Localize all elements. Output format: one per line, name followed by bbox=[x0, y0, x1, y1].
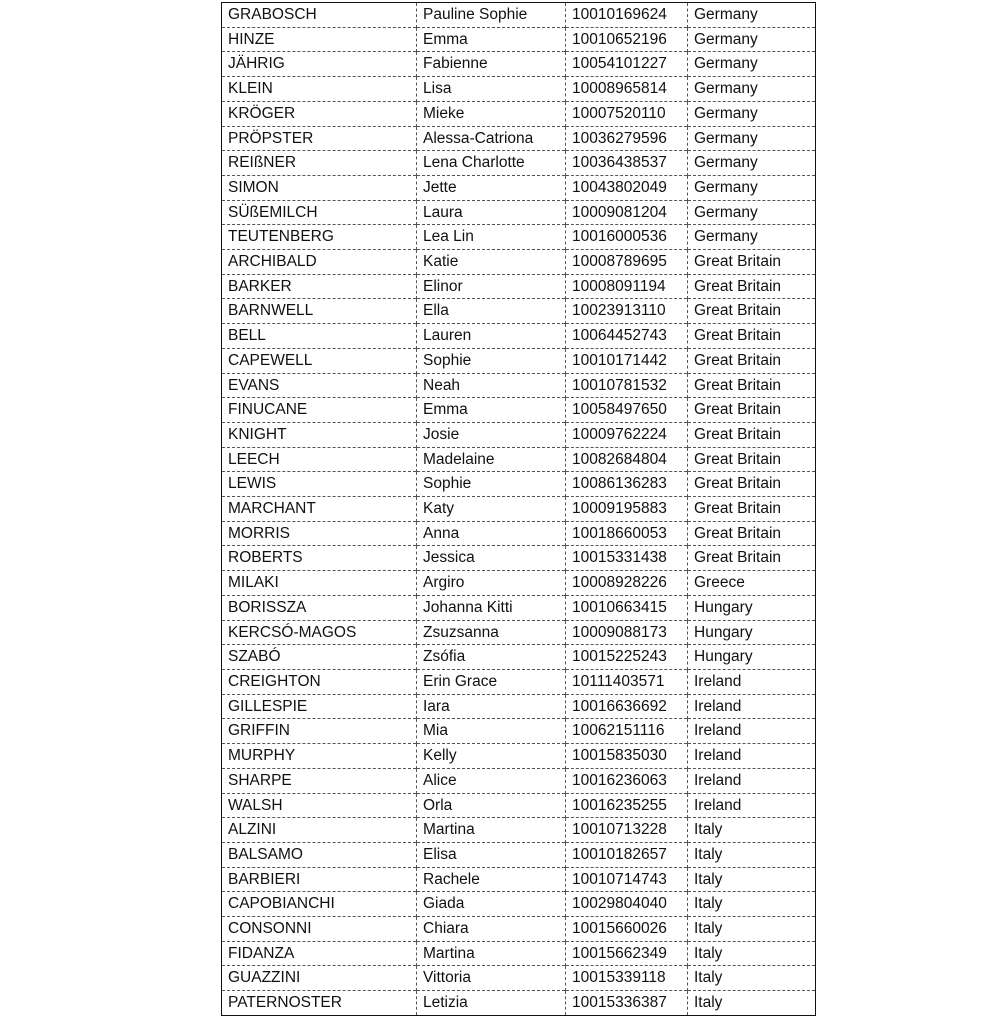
nation-cell: Greece bbox=[688, 571, 816, 596]
first-name-cell: Madelaine bbox=[417, 447, 566, 472]
last-name-cell: FINUCANE bbox=[222, 398, 417, 423]
nation-cell: Italy bbox=[688, 991, 816, 1016]
table-row bbox=[222, 126, 816, 151]
uci-id-cell: 10009762224 bbox=[566, 422, 688, 447]
nation-cell: Great Britain bbox=[688, 422, 816, 447]
uci-id-cell: 10007520110 bbox=[566, 101, 688, 126]
uci-id-cell: 10009081204 bbox=[566, 200, 688, 225]
table-row bbox=[222, 669, 816, 694]
last-name-cell: BALSAMO bbox=[222, 842, 417, 867]
uci-id-cell: 10010171442 bbox=[566, 348, 688, 373]
last-name-cell: SHARPE bbox=[222, 768, 417, 793]
nation-cell: Germany bbox=[688, 126, 816, 151]
table-row bbox=[222, 917, 816, 942]
table-row bbox=[222, 422, 816, 447]
first-name-cell: Erin Grace bbox=[417, 669, 566, 694]
table-row bbox=[222, 521, 816, 546]
last-name-cell: TEUTENBERG bbox=[222, 225, 417, 250]
uci-id-cell: 10016236063 bbox=[566, 768, 688, 793]
uci-id-cell: 10010182657 bbox=[566, 842, 688, 867]
first-name-cell: Laura bbox=[417, 200, 566, 225]
rider-table-body bbox=[222, 3, 816, 1016]
nation-cell: Germany bbox=[688, 225, 816, 250]
uci-id-cell: 10015331438 bbox=[566, 546, 688, 571]
first-name-cell: Neah bbox=[417, 373, 566, 398]
table-row bbox=[222, 595, 816, 620]
first-name-cell: Chiara bbox=[417, 917, 566, 942]
nation-cell: Ireland bbox=[688, 669, 816, 694]
first-name-cell: Mieke bbox=[417, 101, 566, 126]
nation-cell: Germany bbox=[688, 27, 816, 52]
last-name-cell: GUAZZINI bbox=[222, 966, 417, 991]
table-row bbox=[222, 867, 816, 892]
table-row bbox=[222, 768, 816, 793]
last-name-cell: MORRIS bbox=[222, 521, 417, 546]
table-row bbox=[222, 941, 816, 966]
table-row bbox=[222, 497, 816, 522]
first-name-cell: Martina bbox=[417, 818, 566, 843]
table-row bbox=[222, 571, 816, 596]
table-row bbox=[222, 620, 816, 645]
nation-cell: Germany bbox=[688, 175, 816, 200]
first-name-cell: Martina bbox=[417, 941, 566, 966]
nation-cell: Great Britain bbox=[688, 373, 816, 398]
first-name-cell: Alessa-Catriona bbox=[417, 126, 566, 151]
nation-cell: Germany bbox=[688, 101, 816, 126]
uci-id-cell: 10010714743 bbox=[566, 867, 688, 892]
nation-cell: Ireland bbox=[688, 719, 816, 744]
first-name-cell: Letizia bbox=[417, 991, 566, 1016]
nation-cell: Hungary bbox=[688, 595, 816, 620]
uci-id-cell: 10015336387 bbox=[566, 991, 688, 1016]
first-name-cell: Jette bbox=[417, 175, 566, 200]
table-row bbox=[222, 175, 816, 200]
last-name-cell: KNIGHT bbox=[222, 422, 417, 447]
table-row bbox=[222, 892, 816, 917]
rider-table bbox=[221, 2, 816, 1016]
last-name-cell: GRIFFIN bbox=[222, 719, 417, 744]
first-name-cell: Elinor bbox=[417, 274, 566, 299]
first-name-cell: Alice bbox=[417, 768, 566, 793]
uci-id-cell: 10008928226 bbox=[566, 571, 688, 596]
uci-id-cell: 10062151116 bbox=[566, 719, 688, 744]
nation-cell: Germany bbox=[688, 3, 816, 28]
uci-id-cell: 10023913110 bbox=[566, 299, 688, 324]
nation-cell: Great Britain bbox=[688, 348, 816, 373]
uci-id-cell: 10016235255 bbox=[566, 793, 688, 818]
table-row bbox=[222, 225, 816, 250]
nation-cell: Great Britain bbox=[688, 324, 816, 349]
uci-id-cell: 10054101227 bbox=[566, 52, 688, 77]
nation-cell: Great Britain bbox=[688, 250, 816, 275]
first-name-cell: Pauline Sophie bbox=[417, 3, 566, 28]
first-name-cell: Emma bbox=[417, 27, 566, 52]
table-row bbox=[222, 101, 816, 126]
table-row bbox=[222, 373, 816, 398]
first-name-cell: Argiro bbox=[417, 571, 566, 596]
nation-cell: Great Britain bbox=[688, 398, 816, 423]
table-row bbox=[222, 719, 816, 744]
last-name-cell: SIMON bbox=[222, 175, 417, 200]
last-name-cell: LEWIS bbox=[222, 472, 417, 497]
nation-cell: Ireland bbox=[688, 768, 816, 793]
last-name-cell: REIßNER bbox=[222, 151, 417, 176]
uci-id-cell: 10016000536 bbox=[566, 225, 688, 250]
table-row bbox=[222, 694, 816, 719]
nation-cell: Germany bbox=[688, 52, 816, 77]
first-name-cell: Fabienne bbox=[417, 52, 566, 77]
table-row bbox=[222, 472, 816, 497]
nation-cell: Great Britain bbox=[688, 274, 816, 299]
table-row bbox=[222, 991, 816, 1016]
last-name-cell: JÄHRIG bbox=[222, 52, 417, 77]
nation-cell: Ireland bbox=[688, 793, 816, 818]
table-row bbox=[222, 77, 816, 102]
first-name-cell: Lauren bbox=[417, 324, 566, 349]
table-row bbox=[222, 793, 816, 818]
uci-id-cell: 10036438537 bbox=[566, 151, 688, 176]
last-name-cell: ALZINI bbox=[222, 818, 417, 843]
last-name-cell: SÜßEMILCH bbox=[222, 200, 417, 225]
table-row bbox=[222, 546, 816, 571]
nation-cell: Hungary bbox=[688, 645, 816, 670]
first-name-cell: Zsuzsanna bbox=[417, 620, 566, 645]
last-name-cell: FIDANZA bbox=[222, 941, 417, 966]
first-name-cell: Emma bbox=[417, 398, 566, 423]
last-name-cell: BARKER bbox=[222, 274, 417, 299]
uci-id-cell: 10043802049 bbox=[566, 175, 688, 200]
table-row bbox=[222, 966, 816, 991]
first-name-cell: Orla bbox=[417, 793, 566, 818]
table-row bbox=[222, 3, 816, 28]
nation-cell: Germany bbox=[688, 151, 816, 176]
uci-id-cell: 10015339118 bbox=[566, 966, 688, 991]
uci-id-cell: 10058497650 bbox=[566, 398, 688, 423]
first-name-cell: Lea Lin bbox=[417, 225, 566, 250]
last-name-cell: ARCHIBALD bbox=[222, 250, 417, 275]
nation-cell: Italy bbox=[688, 966, 816, 991]
first-name-cell: Rachele bbox=[417, 867, 566, 892]
table-row bbox=[222, 27, 816, 52]
table-row bbox=[222, 348, 816, 373]
first-name-cell: Jessica bbox=[417, 546, 566, 571]
table-row bbox=[222, 842, 816, 867]
uci-id-cell: 10008965814 bbox=[566, 77, 688, 102]
first-name-cell: Kelly bbox=[417, 744, 566, 769]
last-name-cell: CAPEWELL bbox=[222, 348, 417, 373]
table-row bbox=[222, 151, 816, 176]
uci-id-cell: 10086136283 bbox=[566, 472, 688, 497]
nation-cell: Hungary bbox=[688, 620, 816, 645]
last-name-cell: KRÖGER bbox=[222, 101, 417, 126]
first-name-cell: Lisa bbox=[417, 77, 566, 102]
nation-cell: Ireland bbox=[688, 694, 816, 719]
last-name-cell: BORISSZA bbox=[222, 595, 417, 620]
uci-id-cell: 10010781532 bbox=[566, 373, 688, 398]
first-name-cell: Elisa bbox=[417, 842, 566, 867]
nation-cell: Great Britain bbox=[688, 299, 816, 324]
last-name-cell: PATERNOSTER bbox=[222, 991, 417, 1016]
table-row bbox=[222, 250, 816, 275]
uci-id-cell: 10111403571 bbox=[566, 669, 688, 694]
first-name-cell: Josie bbox=[417, 422, 566, 447]
table-row bbox=[222, 744, 816, 769]
last-name-cell: BARNWELL bbox=[222, 299, 417, 324]
last-name-cell: MARCHANT bbox=[222, 497, 417, 522]
uci-id-cell: 10015660026 bbox=[566, 917, 688, 942]
uci-id-cell: 10036279596 bbox=[566, 126, 688, 151]
nation-cell: Ireland bbox=[688, 744, 816, 769]
last-name-cell: GRABOSCH bbox=[222, 3, 417, 28]
nation-cell: Great Britain bbox=[688, 521, 816, 546]
last-name-cell: BARBIERI bbox=[222, 867, 417, 892]
table-row bbox=[222, 200, 816, 225]
first-name-cell: Katy bbox=[417, 497, 566, 522]
first-name-cell: Zsófia bbox=[417, 645, 566, 670]
nation-cell: Great Britain bbox=[688, 546, 816, 571]
nation-cell: Italy bbox=[688, 892, 816, 917]
uci-id-cell: 10015835030 bbox=[566, 744, 688, 769]
nation-cell: Germany bbox=[688, 200, 816, 225]
table-row bbox=[222, 818, 816, 843]
last-name-cell: PRÖPSTER bbox=[222, 126, 417, 151]
uci-id-cell: 10018660053 bbox=[566, 521, 688, 546]
nation-cell: Italy bbox=[688, 867, 816, 892]
uci-id-cell: 10009088173 bbox=[566, 620, 688, 645]
uci-id-cell: 10010713228 bbox=[566, 818, 688, 843]
nation-cell: Great Britain bbox=[688, 497, 816, 522]
uci-id-cell: 10008789695 bbox=[566, 250, 688, 275]
first-name-cell: Johanna Kitti bbox=[417, 595, 566, 620]
last-name-cell: KERCSÓ-MAGOS bbox=[222, 620, 417, 645]
last-name-cell: CONSONNI bbox=[222, 917, 417, 942]
table-row bbox=[222, 645, 816, 670]
nation-cell: Italy bbox=[688, 818, 816, 843]
uci-id-cell: 10010663415 bbox=[566, 595, 688, 620]
nation-cell: Italy bbox=[688, 917, 816, 942]
table-row bbox=[222, 52, 816, 77]
last-name-cell: CAPOBIANCHI bbox=[222, 892, 417, 917]
last-name-cell: MURPHY bbox=[222, 744, 417, 769]
table-row bbox=[222, 447, 816, 472]
first-name-cell: Giada bbox=[417, 892, 566, 917]
last-name-cell: MILAKI bbox=[222, 571, 417, 596]
last-name-cell: ROBERTS bbox=[222, 546, 417, 571]
table-row bbox=[222, 398, 816, 423]
uci-id-cell: 10010652196 bbox=[566, 27, 688, 52]
table-row bbox=[222, 274, 816, 299]
uci-id-cell: 10082684804 bbox=[566, 447, 688, 472]
last-name-cell: HINZE bbox=[222, 27, 417, 52]
first-name-cell: Sophie bbox=[417, 348, 566, 373]
uci-id-cell: 10010169624 bbox=[566, 3, 688, 28]
last-name-cell: WALSH bbox=[222, 793, 417, 818]
first-name-cell: Anna bbox=[417, 521, 566, 546]
first-name-cell: Sophie bbox=[417, 472, 566, 497]
first-name-cell: Katie bbox=[417, 250, 566, 275]
last-name-cell: CREIGHTON bbox=[222, 669, 417, 694]
first-name-cell: Ella bbox=[417, 299, 566, 324]
first-name-cell: Lena Charlotte bbox=[417, 151, 566, 176]
nation-cell: Italy bbox=[688, 842, 816, 867]
nation-cell: Great Britain bbox=[688, 472, 816, 497]
table-row bbox=[222, 324, 816, 349]
last-name-cell: GILLESPIE bbox=[222, 694, 417, 719]
uci-id-cell: 10064452743 bbox=[566, 324, 688, 349]
nation-cell: Germany bbox=[688, 77, 816, 102]
last-name-cell: LEECH bbox=[222, 447, 417, 472]
table-row bbox=[222, 299, 816, 324]
uci-id-cell: 10009195883 bbox=[566, 497, 688, 522]
first-name-cell: Vittoria bbox=[417, 966, 566, 991]
first-name-cell: Mia bbox=[417, 719, 566, 744]
last-name-cell: KLEIN bbox=[222, 77, 417, 102]
last-name-cell: EVANS bbox=[222, 373, 417, 398]
last-name-cell: BELL bbox=[222, 324, 417, 349]
nation-cell: Italy bbox=[688, 941, 816, 966]
uci-id-cell: 10015225243 bbox=[566, 645, 688, 670]
uci-id-cell: 10029804040 bbox=[566, 892, 688, 917]
nation-cell: Great Britain bbox=[688, 447, 816, 472]
uci-id-cell: 10016636692 bbox=[566, 694, 688, 719]
last-name-cell: SZABÓ bbox=[222, 645, 417, 670]
uci-id-cell: 10008091194 bbox=[566, 274, 688, 299]
uci-id-cell: 10015662349 bbox=[566, 941, 688, 966]
first-name-cell: Iara bbox=[417, 694, 566, 719]
